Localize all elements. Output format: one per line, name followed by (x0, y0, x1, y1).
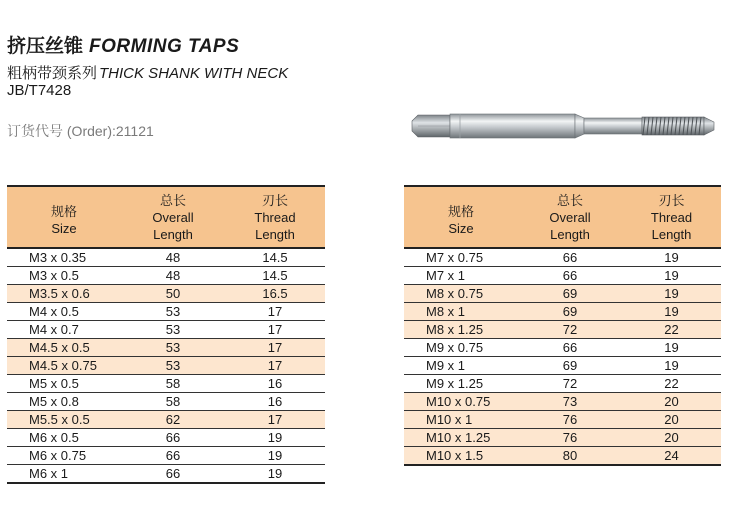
thread-length-cell: 20 (622, 429, 721, 447)
table-row (7, 267, 325, 285)
overall-length-cell: 53 (121, 357, 225, 375)
thread-length-cell: 22 (622, 321, 721, 339)
thread-header-cn: 刃长 (225, 186, 325, 209)
thread-length-cell: 19 (622, 267, 721, 285)
size-cell: M10 x 0.75 (404, 393, 518, 411)
thread-length-cell: 14.5 (225, 248, 325, 267)
thread-length-cell: 14.5 (225, 267, 325, 285)
page-title (7, 31, 239, 58)
overall-length-cell: 48 (121, 267, 225, 285)
order-code: 21121 (115, 123, 154, 139)
overall-length-cell: 69 (518, 357, 622, 375)
overall-length-cell: 72 (518, 375, 622, 393)
table-row (404, 357, 721, 375)
overall-length-cell: 73 (518, 393, 622, 411)
size-cell: M7 x 1 (404, 267, 518, 285)
size-header: 规格 Size (7, 186, 121, 248)
size-cell: M4 x 0.7 (7, 321, 121, 339)
thread-length-cell: 17 (225, 303, 325, 321)
thread-header-cn: 刃长 (622, 186, 721, 209)
table-row (404, 248, 721, 267)
title-en: FORMING TAPS (89, 36, 240, 57)
table-row (404, 339, 721, 357)
overall-length-cell: 53 (121, 303, 225, 321)
thread-length-cell: 17 (225, 411, 325, 429)
subtitle (7, 62, 288, 83)
overall-length-cell: 62 (121, 411, 225, 429)
table-row (404, 303, 721, 321)
table-row (7, 393, 325, 411)
size-cell: M10 x 1.5 (404, 447, 518, 466)
thread-length-cell: 19 (225, 447, 325, 465)
thread-length-cell: 19 (622, 285, 721, 303)
overall-length-cell: 69 (518, 285, 622, 303)
standard-code: JB/T7428 (7, 82, 72, 99)
overall-length-cell: 72 (518, 321, 622, 339)
overall-header-length: Length (121, 226, 225, 248)
size-cell: M10 x 1 (404, 411, 518, 429)
size-cell: M4.5 x 0.75 (7, 357, 121, 375)
size-cell: M9 x 0.75 (404, 339, 518, 357)
size-cell: M4 x 0.5 (7, 303, 121, 321)
thread-length-cell: 16 (225, 393, 325, 411)
table-row (404, 447, 721, 466)
overall-length-cell: 66 (518, 267, 622, 285)
table-row (7, 357, 325, 375)
table-row (404, 393, 721, 411)
thread-length-cell: 19 (622, 339, 721, 357)
thread-header-en: Thread (225, 209, 325, 226)
size-cell: M3 x 0.35 (7, 248, 121, 267)
overall-length-cell: 66 (121, 429, 225, 447)
overall-length-cell: 48 (121, 248, 225, 267)
size-cell: M5 x 0.8 (7, 393, 121, 411)
size-cell: M3.5 x 0.6 (7, 285, 121, 303)
overall-length-cell: 66 (121, 465, 225, 484)
table-row (7, 411, 325, 429)
size-cell: M6 x 1 (7, 465, 121, 484)
size-cell: M5 x 0.5 (7, 375, 121, 393)
order-label: 订货代号 (Order): (7, 123, 116, 139)
overall-header-length: Length (518, 226, 622, 248)
overall-header-en: Overall (518, 209, 622, 226)
size-cell: M8 x 0.75 (404, 285, 518, 303)
overall-header-cn: 总长 (518, 186, 622, 209)
overall-length-cell: 76 (518, 411, 622, 429)
table-row (404, 411, 721, 429)
title-cn: 挤压丝锥 (7, 36, 84, 57)
forming-tap-image (408, 108, 718, 144)
size-cell: M10 x 1.25 (404, 429, 518, 447)
size-table-left (7, 185, 325, 484)
thread-length-cell: 19 (225, 429, 325, 447)
table-row (7, 465, 325, 484)
thread-length-cell: 22 (622, 375, 721, 393)
thread-length-cell: 20 (622, 393, 721, 411)
thread-length-cell: 17 (225, 321, 325, 339)
table-row (404, 429, 721, 447)
thread-length-cell: 17 (225, 357, 325, 375)
size-cell: M6 x 0.5 (7, 429, 121, 447)
thread-header-en: Thread (622, 209, 721, 226)
size-cell: M3 x 0.5 (7, 267, 121, 285)
thread-length-cell: 19 (622, 357, 721, 375)
table-row (7, 321, 325, 339)
thread-header-length: Length (622, 226, 721, 248)
thread-length-cell: 19 (622, 248, 721, 267)
size-cell: M4.5 x 0.5 (7, 339, 121, 357)
overall-length-cell: 58 (121, 393, 225, 411)
size-table-right (404, 185, 721, 466)
overall-header-en: Overall (121, 209, 225, 226)
overall-length-cell: 76 (518, 429, 622, 447)
size-cell: M9 x 1.25 (404, 375, 518, 393)
thread-length-cell: 20 (622, 411, 721, 429)
thread-length-cell: 19 (225, 465, 325, 484)
size-cell: M7 x 0.75 (404, 248, 518, 267)
table-row (7, 429, 325, 447)
overall-length-cell: 66 (518, 248, 622, 267)
thread-length-cell: 17 (225, 339, 325, 357)
overall-header-cn: 总长 (121, 186, 225, 209)
overall-length-cell: 58 (121, 375, 225, 393)
table-row (7, 303, 325, 321)
overall-length-cell: 50 (121, 285, 225, 303)
overall-length-cell: 69 (518, 303, 622, 321)
thread-header-length: Length (225, 226, 325, 248)
table-row (404, 285, 721, 303)
table-row (7, 339, 325, 357)
size-cell: M8 x 1.25 (404, 321, 518, 339)
overall-length-cell: 66 (518, 339, 622, 357)
thread-length-cell: 16.5 (225, 285, 325, 303)
table-row (7, 285, 325, 303)
order-code-line (7, 121, 154, 141)
overall-length-cell: 80 (518, 447, 622, 466)
overall-length-cell: 66 (121, 447, 225, 465)
thread-length-cell: 24 (622, 447, 721, 466)
size-cell: M6 x 0.75 (7, 447, 121, 465)
table-row (404, 321, 721, 339)
table-row (7, 447, 325, 465)
table-row (7, 248, 325, 267)
thread-length-cell: 16 (225, 375, 325, 393)
size-cell: M5.5 x 0.5 (7, 411, 121, 429)
table-row (404, 267, 721, 285)
overall-length-cell: 53 (121, 339, 225, 357)
thread-length-cell: 19 (622, 303, 721, 321)
subtitle-cn: 粗柄带颈系列 (7, 65, 98, 82)
overall-length-cell: 53 (121, 321, 225, 339)
size-cell: M9 x 1 (404, 357, 518, 375)
subtitle-en: THICK SHANK WITH NECK (99, 65, 289, 82)
table-row (404, 375, 721, 393)
size-cell: M8 x 1 (404, 303, 518, 321)
size-header: 规格 Size (404, 186, 518, 248)
table-row (7, 375, 325, 393)
